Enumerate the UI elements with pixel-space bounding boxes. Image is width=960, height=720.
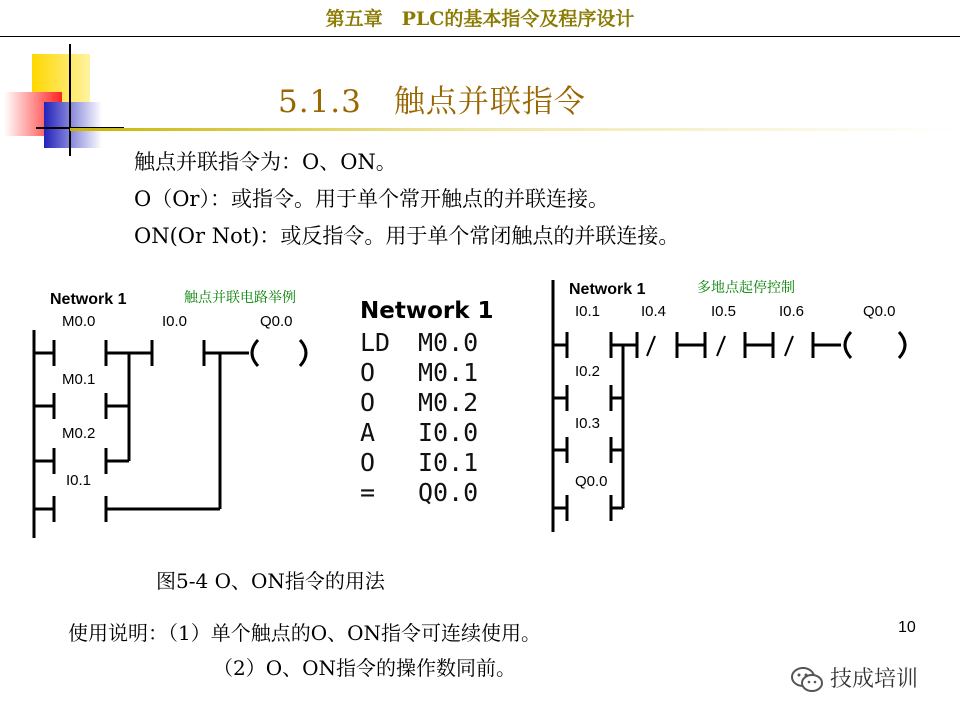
stl-row	[360, 388, 494, 418]
contact-label-m01: M0.1	[62, 371, 96, 388]
chapter-header: 第五章 PLC的基本指令及程序设计	[325, 8, 635, 30]
stl-row	[360, 478, 494, 508]
network-comment: 多地点起停控制	[697, 279, 795, 295]
coil-label-q00: Q0.0	[863, 303, 896, 320]
stl-arg: M0.0	[418, 328, 479, 357]
stl-op: A	[360, 418, 376, 447]
usage-note-2: （2）O、ON指令的操作数同前。	[213, 656, 517, 680]
stl-arg: I0.1	[418, 448, 479, 477]
contact-label-i01: I0.1	[66, 472, 92, 489]
watermark-text: 技成培训	[830, 667, 919, 692]
contact-label-i02: I0.2	[575, 363, 601, 380]
body-line-1: 触点并联指令为：O、ON。	[134, 150, 397, 174]
network-label: Network 1	[50, 291, 127, 308]
contact-label-i01: I0.1	[575, 303, 601, 320]
stl-op: =	[360, 478, 376, 507]
figure-caption: 图5-4 O、ON指令的用法	[156, 569, 385, 593]
header-rule	[0, 36, 960, 37]
stl-row	[360, 328, 494, 358]
contact-label-q00b: Q0.0	[575, 473, 608, 490]
contact-label-i03: I0.3	[575, 415, 601, 432]
stl-arg: Q0.0	[418, 478, 479, 507]
stl-arg: M0.2	[418, 388, 479, 417]
wechat-icon	[790, 666, 824, 694]
deco-blue-square	[44, 102, 102, 148]
ladder-diagram-right	[545, 272, 925, 532]
coil-label-q00: Q0.0	[260, 313, 293, 330]
stl-network-label: Network 1	[360, 298, 494, 324]
contact-label-m02: M0.2	[62, 425, 96, 442]
contact-label-i05: I0.5	[711, 303, 737, 320]
body-line-2: O（Or）：或指令。用于单个常开触点的并联连接。	[134, 187, 609, 211]
stl-arg: M0.1	[418, 358, 479, 387]
stl-arg: I0.0	[418, 418, 479, 447]
body-line-3: ON(Or Not)：或反指令。用于单个常闭触点的并联连接。	[134, 224, 680, 248]
title-underline	[70, 128, 960, 131]
page-number: 10	[898, 619, 916, 636]
slide-title: 5.1.3 触点并联指令	[278, 84, 586, 120]
watermark	[790, 662, 918, 694]
stl-op: O	[360, 358, 376, 387]
stl-row	[360, 448, 494, 478]
stl-op: O	[360, 448, 376, 477]
stl-op: LD	[360, 328, 391, 357]
contact-label-i00: I0.0	[162, 313, 188, 330]
ladder-diagram-left	[24, 280, 344, 550]
stl-row	[360, 418, 494, 448]
contact-label-m00: M0.0	[62, 313, 96, 330]
network-label: Network 1	[569, 281, 646, 298]
stl-listing	[360, 298, 494, 508]
stl-op: O	[360, 388, 376, 417]
network-comment: 触点并联电路举例	[184, 289, 296, 305]
usage-note-1: 使用说明：（1）单个触点的O、ON指令可连续使用。	[68, 621, 542, 645]
contact-label-i04: I0.4	[641, 303, 667, 320]
corner-decoration	[0, 40, 130, 200]
contact-label-i06: I0.6	[779, 303, 805, 320]
stl-row	[360, 358, 494, 388]
